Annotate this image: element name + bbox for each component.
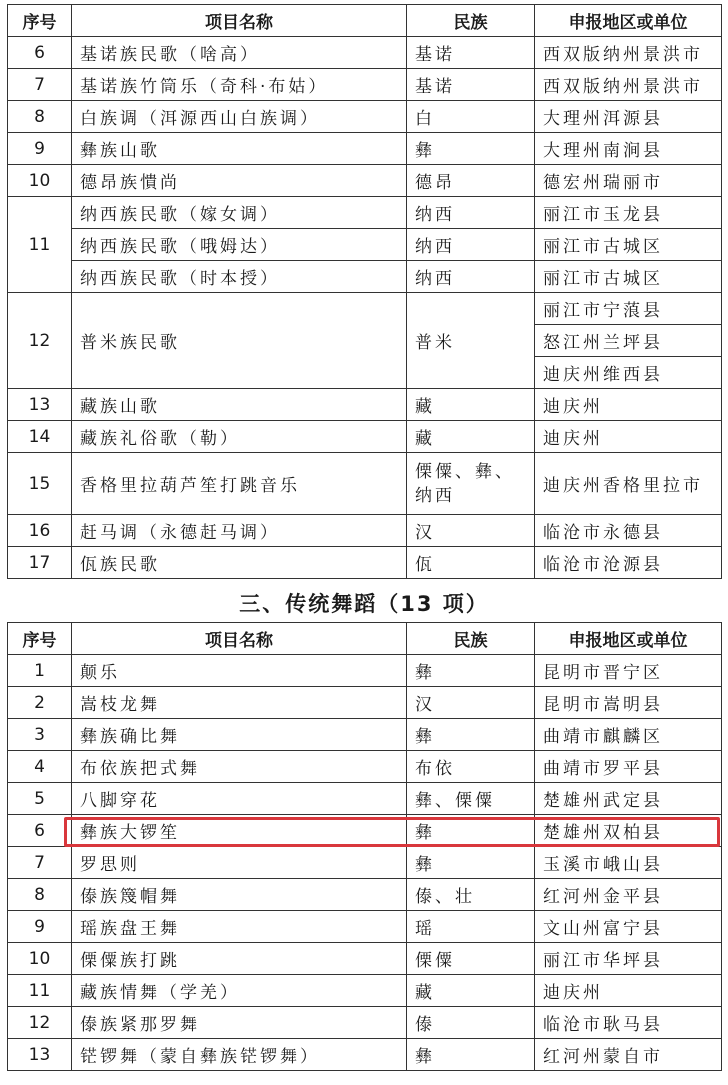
row-ethnic: 藏 (407, 389, 535, 421)
table-row (8, 101, 722, 133)
row-no: 7 (8, 69, 72, 101)
row-region: 丽江市宁蒗县 (535, 293, 722, 325)
table-row (8, 421, 722, 453)
section-title: 三、传统舞蹈（13 项） (239, 592, 489, 616)
row-ethnic: 布依 (407, 751, 535, 783)
row-ethnic: 汉 (407, 515, 535, 547)
row-ethnic: 白 (407, 101, 535, 133)
row-no: 8 (8, 101, 72, 133)
row-region: 红河州蒙自市 (535, 1039, 722, 1071)
row-ethnic: 普米 (407, 293, 535, 389)
row-region: 红河州金平县 (535, 879, 722, 911)
row-project-name: 布依族把式舞 (72, 751, 407, 783)
header-ethnic: 民族 (407, 5, 535, 37)
row-region: 临沧市耿马县 (535, 1007, 722, 1039)
row-no: 3 (8, 719, 72, 751)
row-no: 12 (8, 293, 72, 389)
row-ethnic: 佤 (407, 547, 535, 579)
table-row (8, 293, 722, 325)
table-header-row (8, 623, 722, 655)
header-region: 申报地区或单位 (535, 623, 722, 655)
row-project-name: 基诺族民歌（啥高） (72, 37, 407, 69)
row-region: 迪庆州 (535, 389, 722, 421)
row-project-name: 嵩枝龙舞 (72, 687, 407, 719)
row-region: 丽江市玉龙县 (535, 197, 722, 229)
table-row (8, 133, 722, 165)
row-region: 西双版纳州景洪市 (535, 37, 722, 69)
row-ethnic: 藏 (407, 421, 535, 453)
table-header-row (8, 5, 722, 37)
table-row (8, 719, 722, 751)
header-region: 申报地区或单位 (535, 5, 722, 37)
row-ethnic: 彝 (407, 847, 535, 879)
row-region: 迪庆州香格里拉市 (535, 453, 722, 515)
row-ethnic: 傈僳、彝、纳西 (407, 453, 535, 515)
row-no: 5 (8, 783, 72, 815)
row-project-name: 颠乐 (72, 655, 407, 687)
row-region: 迪庆州维西县 (535, 357, 722, 389)
row-no: 7 (8, 847, 72, 879)
row-region: 怒江州兰坪县 (535, 325, 722, 357)
table-row (8, 197, 722, 229)
table-row (8, 37, 722, 69)
row-no: 17 (8, 547, 72, 579)
row-region: 迪庆州 (535, 975, 722, 1007)
table-row (8, 453, 722, 515)
row-region: 德宏州瑞丽市 (535, 165, 722, 197)
row-project-name: 纳西族民歌（哦姆达） (72, 229, 407, 261)
table-row (8, 165, 722, 197)
table-row (8, 389, 722, 421)
row-region: 临沧市永德县 (535, 515, 722, 547)
highlight-box (64, 817, 720, 847)
row-ethnic: 傈僳 (407, 943, 535, 975)
row-ethnic: 彝 (407, 133, 535, 165)
row-project-name: 香格里拉葫芦笙打跳音乐 (72, 453, 407, 515)
row-project-name: 彝族大锣笙 (72, 815, 407, 847)
row-region: 昆明市晋宁区 (535, 655, 722, 687)
row-project-name: 傣族紧那罗舞 (72, 1007, 407, 1039)
row-no: 9 (8, 911, 72, 943)
row-project-name: 瑶族盘王舞 (72, 911, 407, 943)
row-ethnic: 彝 (407, 655, 535, 687)
table-row (8, 1007, 722, 1039)
row-region: 楚雄州双柏县 (535, 815, 722, 847)
table-row (8, 69, 722, 101)
row-ethnic: 基诺 (407, 69, 535, 101)
table-row (8, 1039, 722, 1071)
row-ethnic: 彝、傈僳 (407, 783, 535, 815)
table-row (8, 515, 722, 547)
row-region: 曲靖市麒麟区 (535, 719, 722, 751)
row-region: 昆明市嵩明县 (535, 687, 722, 719)
row-no: 2 (8, 687, 72, 719)
row-no: 9 (8, 133, 72, 165)
table-row (8, 943, 722, 975)
row-project-name: 铓锣舞（蒙自彝族铓锣舞） (72, 1039, 407, 1071)
row-project-name: 基诺族竹筒乐（奇科·布姑） (72, 69, 407, 101)
row-region: 玉溪市峨山县 (535, 847, 722, 879)
row-ethnic: 纳西 (407, 197, 535, 229)
row-region: 大理州南涧县 (535, 133, 722, 165)
table-row (8, 655, 722, 687)
row-ethnic: 纳西 (407, 261, 535, 293)
row-no: 10 (8, 943, 72, 975)
row-project-name: 彝族山歌 (72, 133, 407, 165)
row-region: 楚雄州武定县 (535, 783, 722, 815)
row-no: 11 (8, 975, 72, 1007)
row-region: 丽江市华坪县 (535, 943, 722, 975)
row-region: 丽江市古城区 (535, 261, 722, 293)
row-region: 丽江市古城区 (535, 229, 722, 261)
row-ethnic: 傣、壮 (407, 879, 535, 911)
table-row (8, 751, 722, 783)
table-row (8, 847, 722, 879)
row-region: 大理州洱源县 (535, 101, 722, 133)
row-region: 曲靖市罗平县 (535, 751, 722, 783)
row-ethnic: 纳西 (407, 229, 535, 261)
header-no: 序号 (8, 5, 72, 37)
header-project-name: 项目名称 (72, 623, 407, 655)
row-ethnic: 藏 (407, 975, 535, 1007)
row-ethnic: 傣 (407, 1007, 535, 1039)
row-no: 13 (8, 389, 72, 421)
header-no: 序号 (8, 623, 72, 655)
table-row (8, 975, 722, 1007)
row-ethnic: 彝 (407, 719, 535, 751)
table-row (8, 879, 722, 911)
table-row (8, 783, 722, 815)
table-row (8, 911, 722, 943)
row-region: 西双版纳州景洪市 (535, 69, 722, 101)
row-no: 1 (8, 655, 72, 687)
row-region: 文山州富宁县 (535, 911, 722, 943)
row-ethnic: 彝 (407, 1039, 535, 1071)
row-ethnic: 基诺 (407, 37, 535, 69)
row-project-name: 纳西族民歌（嫁女调） (72, 197, 407, 229)
row-project-name: 八脚穿花 (72, 783, 407, 815)
row-project-name: 藏族礼俗歌（勒） (72, 421, 407, 453)
row-project-name: 白族调（洱源西山白族调） (72, 101, 407, 133)
table-row (8, 229, 722, 261)
row-no: 16 (8, 515, 72, 547)
row-no: 4 (8, 751, 72, 783)
row-no: 15 (8, 453, 72, 515)
row-region: 临沧市沧源县 (535, 547, 722, 579)
header-project-name: 项目名称 (72, 5, 407, 37)
row-no: 13 (8, 1039, 72, 1071)
row-project-name: 彝族确比舞 (72, 719, 407, 751)
row-ethnic: 德昂 (407, 165, 535, 197)
row-project-name: 藏族情舞（学羌） (72, 975, 407, 1007)
row-project-name: 傣族篾帽舞 (72, 879, 407, 911)
row-project-name: 普米族民歌 (72, 293, 407, 389)
row-project-name: 德昂族憒尚 (72, 165, 407, 197)
row-project-name: 佤族民歌 (72, 547, 407, 579)
row-no: 11 (8, 197, 72, 293)
row-ethnic: 汉 (407, 687, 535, 719)
row-project-name: 藏族山歌 (72, 389, 407, 421)
table-row (8, 687, 722, 719)
header-ethnic: 民族 (407, 623, 535, 655)
row-project-name: 傈僳族打跳 (72, 943, 407, 975)
row-project-name: 赶马调（永德赶马调） (72, 515, 407, 547)
table-row (8, 547, 722, 579)
row-no: 6 (8, 815, 72, 847)
row-no: 12 (8, 1007, 72, 1039)
table-traditional-music (7, 4, 722, 579)
row-project-name: 纳西族民歌（时本授） (72, 261, 407, 293)
row-region: 迪庆州 (535, 421, 722, 453)
row-no: 6 (8, 37, 72, 69)
row-no: 8 (8, 879, 72, 911)
row-ethnic: 瑶 (407, 911, 535, 943)
table-row (8, 261, 722, 293)
row-ethnic: 彝 (407, 815, 535, 847)
row-no: 14 (8, 421, 72, 453)
row-no: 10 (8, 165, 72, 197)
row-project-name: 罗思则 (72, 847, 407, 879)
